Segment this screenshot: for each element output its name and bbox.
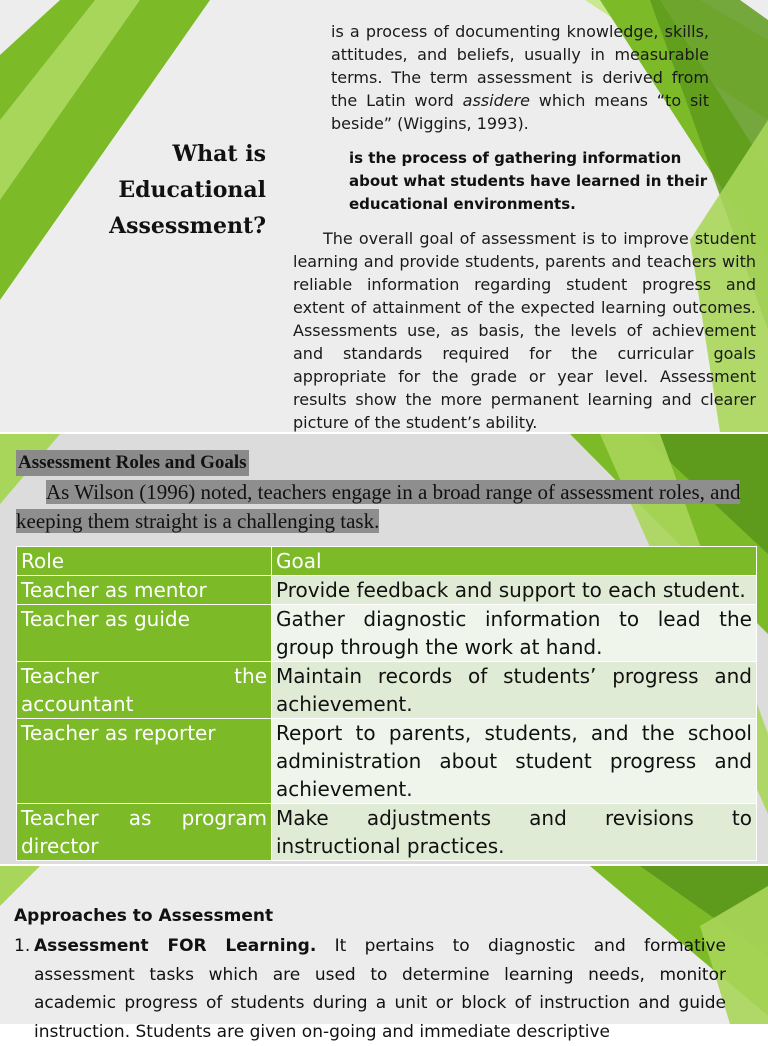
table-row xyxy=(17,804,757,861)
slide-title: What is Educational Assessment? xyxy=(109,141,266,239)
table-row xyxy=(17,719,757,804)
goal-cell: Report to parents, students, and the school administration about student progress and achievement. xyxy=(272,719,757,804)
role-cell: Teacher as reporter xyxy=(17,719,272,804)
item-number: 1. xyxy=(14,936,31,956)
table-header-row xyxy=(17,547,757,576)
goal-cell: Maintain records of students’ progress and achievement. xyxy=(272,662,757,719)
role-cell: Teacher the accountant xyxy=(17,662,272,719)
approach-item xyxy=(14,932,726,1046)
role-cell: Teacher as mentor xyxy=(17,576,272,605)
role-cell: Teacher as guide xyxy=(17,605,272,662)
role-cell: Teacher as program director xyxy=(17,804,272,861)
item-text: It pertains to diagnostic and formative assessment tasks which are used to determine learning needs, monitor academic progress of students during a unit or block of instruction and guide instruction. Students are given on-going and immediate descriptive xyxy=(34,936,726,1042)
goal-cell: Make adjustments and revisions to instructional practices. xyxy=(272,804,757,861)
goal-cell: Provide feedback and support to each student. xyxy=(272,576,757,605)
section-heading: Assessment Roles and Goals xyxy=(16,450,249,476)
table-row xyxy=(17,605,757,662)
goal-paragraph: The overall goal of assessment is to improve student learning and provide students, parents and teachers with reliable information regarding student progress and extent of attainment of the expected learning outcomes. Assessments use, as basis, the levels of achievement and standards required for the curricular goals appropriate for the grade or year level. Assessment results show the more permanent learning and clearer picture of the student’s ability. xyxy=(293,229,756,432)
intro-paragraph: As Wilson (1996) noted, teachers engage in a broad range of assessment roles, and keeping them straight is a challenging task. xyxy=(16,480,741,533)
approaches-heading: Approaches to Assessment xyxy=(14,906,274,926)
slide-what-is-assessment xyxy=(0,0,768,432)
item-title: Assessment FOR Learning. xyxy=(34,936,317,956)
table-row xyxy=(17,576,757,605)
table-row xyxy=(17,662,757,719)
definition-1: is a process of documenting knowledge, skills, attitudes, and beliefs, usually in measurable terms. The term assessment is derived from the Latin word assidere which means “to sit beside” (Wiggins, 1993). xyxy=(331,22,710,133)
header-role: Role xyxy=(17,547,272,576)
definition-2: is the process of gathering information about what students have learned in their educational environments. xyxy=(349,149,708,213)
roles-goals-table xyxy=(16,546,757,861)
header-goal: Goal xyxy=(272,547,757,576)
goal-cell: Gather diagnostic information to lead the group through the work at hand. xyxy=(272,605,757,662)
